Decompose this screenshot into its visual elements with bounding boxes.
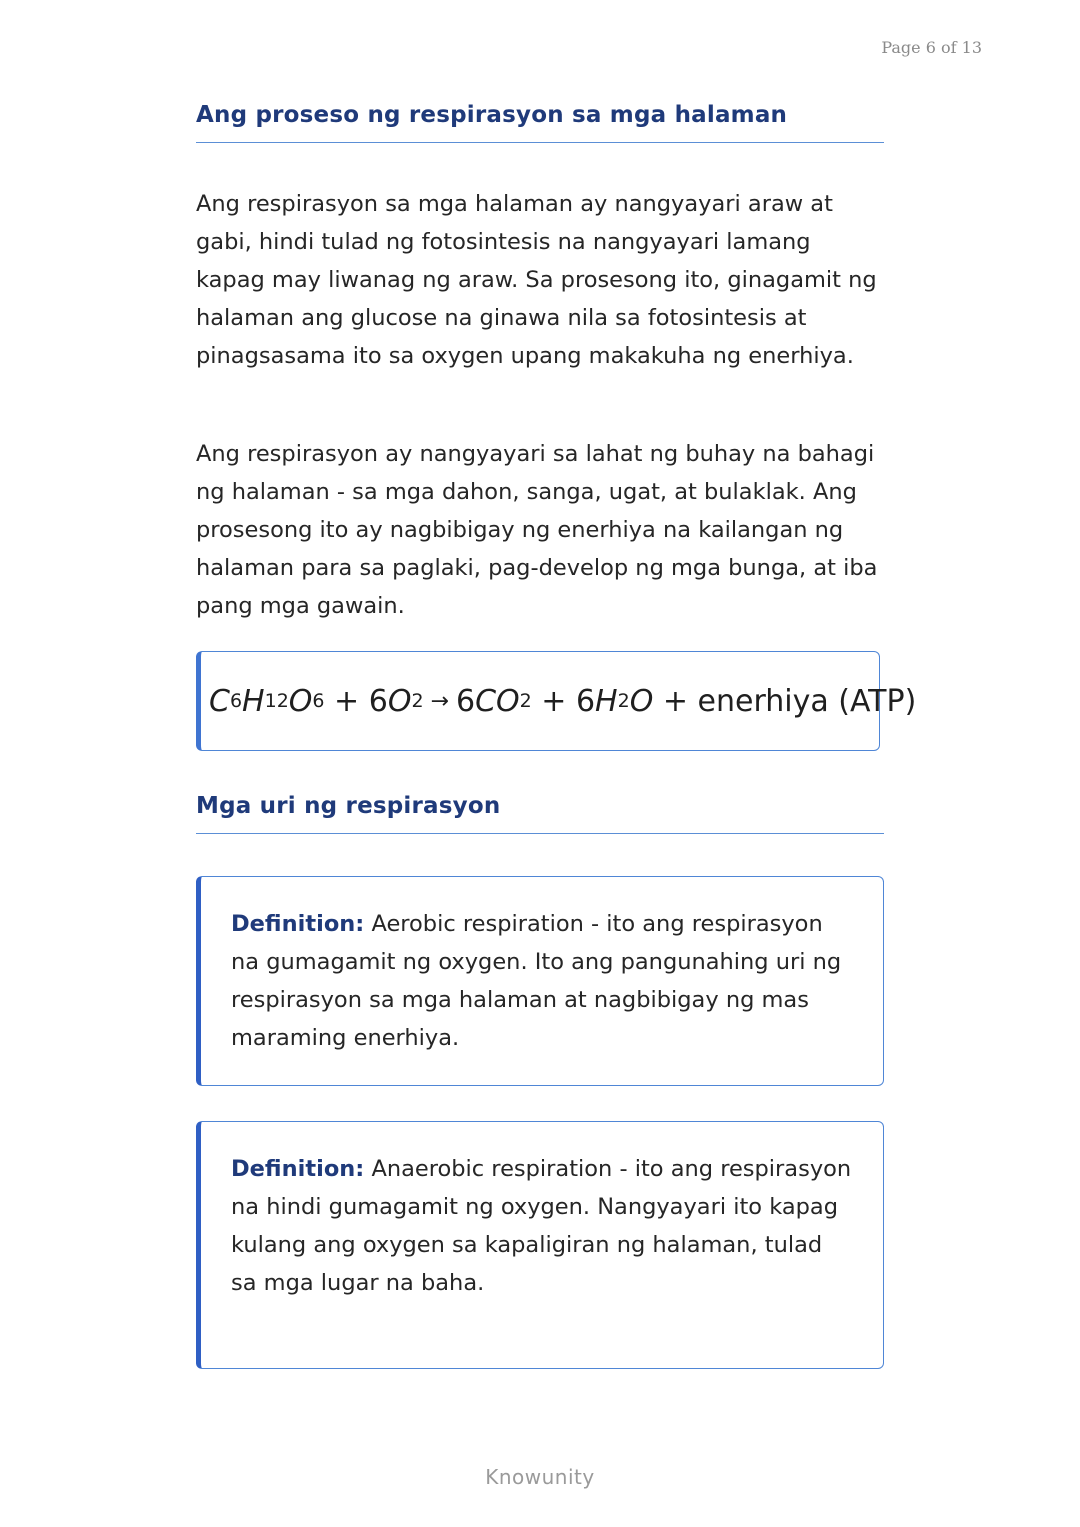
equation-arrow: →	[423, 688, 456, 714]
definition-label: Definition:	[231, 911, 365, 937]
equation-glucose-h: H	[242, 683, 265, 719]
definition-text-aerobic	[231, 905, 853, 1057]
respiration-equation	[196, 651, 917, 751]
definition-label: Definition:	[231, 1156, 365, 1182]
equation-glucose-h-sub: 12	[264, 690, 289, 712]
footer-brand: Knowunity	[485, 1465, 595, 1489]
definition-box-anaerobic	[196, 1121, 884, 1369]
equation-co2: CO	[475, 683, 520, 719]
paragraph-respiration-intro: Ang respirasyon sa mga halaman ay nangyayari araw at gabi, hindi tulad ng fotosintesis na nangyayari lamang kapag may liwanag ng araw. Sa prosesong ito, ginagamit ng halaman ang glucose na ginawa nila sa fotosintesis at pinagsasama ito sa oxygen upang makakuha ng enerhiya.	[196, 191, 877, 369]
definition-box-aerobic	[196, 876, 884, 1086]
section-heading-respiration-types: Mga uri ng respirasyon	[196, 793, 884, 834]
equation-oxygen-sub: 2	[411, 690, 424, 712]
equation-water-coef: 6	[575, 683, 596, 719]
definition-body: Aerobic respiration - ito ang respirasyon na gumagamit ng oxygen. Ito ang pangunahing uri ng respirasyon sa mga halaman at nagbibigay ng mas maraming enerhiya.	[231, 911, 842, 1051]
definition-body: Anaerobic respiration - ito ang respirasyon na hindi gumagamit ng oxygen. Nangyayari ito kapag kulang ang oxygen sa kapaligiran ng halaman, tulad sa mga lugar na baha.	[231, 1156, 852, 1296]
equation-oxygen: O	[387, 683, 412, 719]
equation-water-h-sub: 2	[617, 690, 630, 712]
equation-glucose-o: O	[288, 683, 313, 719]
equation-co2-coef: 6	[455, 683, 476, 719]
equation-glucose-c: C	[209, 683, 230, 719]
equation-water-h: H	[595, 683, 618, 719]
page-number: Page 6 of 13	[881, 38, 982, 57]
equation-glucose-o-sub: 6	[312, 690, 325, 712]
equation-plus-2: +	[531, 683, 576, 719]
definition-text-anaerobic	[231, 1150, 853, 1302]
equation-plus-3: +	[653, 683, 698, 719]
equation-co2-sub: 2	[519, 690, 532, 712]
paragraph-respiration-parts: Ang respirasyon ay nangyayari sa lahat ng buhay na bahagi ng halaman - sa mga dahon, sanga, ugat, at bulaklak. Ang prosesong ito ay nagbibigay ng enerhiya na kailangan ng halaman para sa paglaki, pag-develop ng mga bunga, at iba pang mga gawain.	[196, 441, 878, 619]
section-heading-respiration-process: Ang proseso ng respirasyon sa mga halaman	[196, 102, 884, 143]
equation-energy: enerhiya (ATP)	[697, 683, 917, 719]
equation-plus-1: +	[324, 683, 369, 719]
equation-water-o: O	[629, 683, 654, 719]
equation-glucose-c-sub: 6	[229, 690, 243, 712]
equation-oxygen-coef: 6	[368, 683, 388, 719]
